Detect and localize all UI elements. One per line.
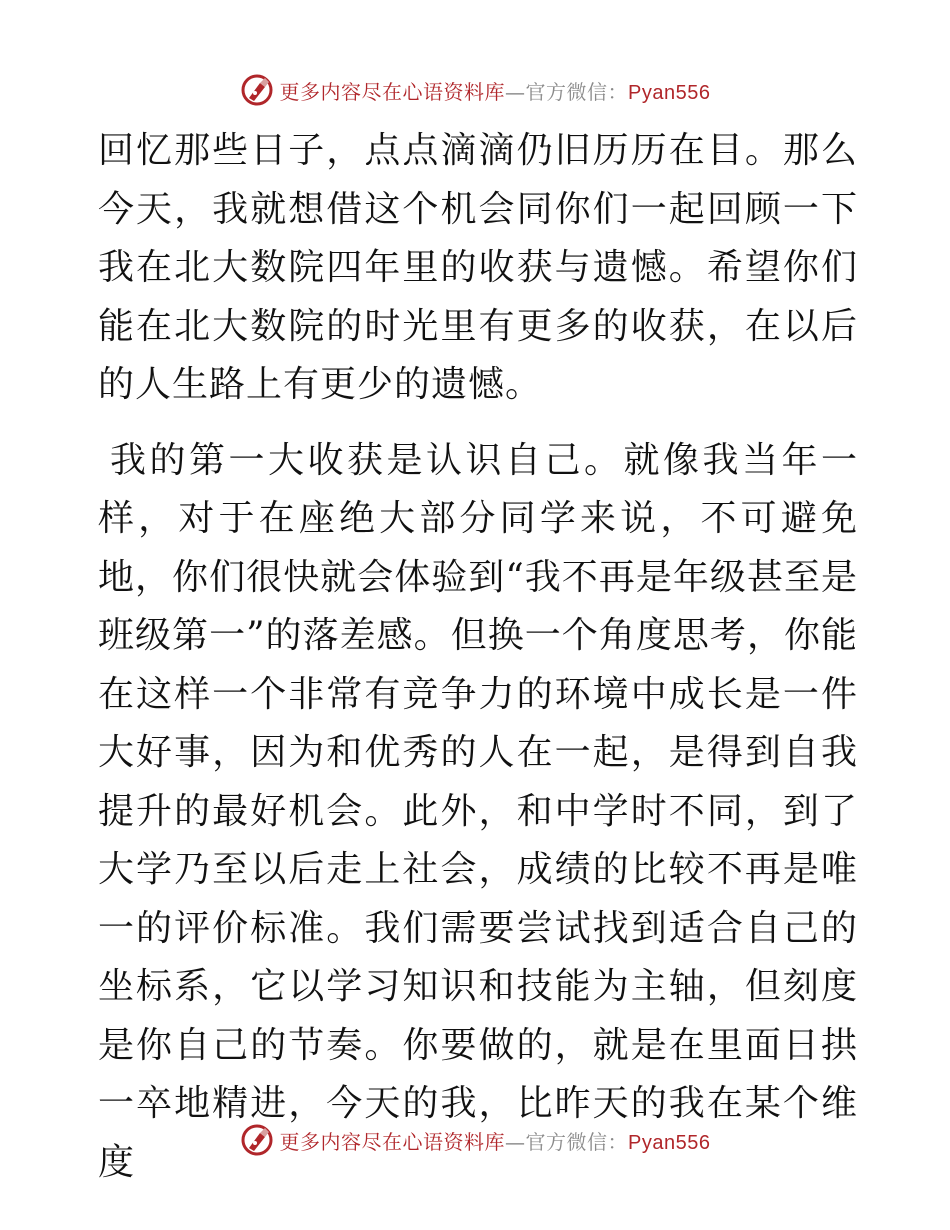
banner-wechat-label: 官方微信： [525,79,629,104]
banner-dash: — [505,79,526,104]
banner-wechat-id: Pyan556 [628,81,711,104]
banner-title: 更多内容尽在心语资料库 [279,1129,506,1154]
banner-title: 更多内容尽在心语资料库 [279,79,506,104]
banner-text [280,76,711,105]
paragraph: 回忆那些日子，点点滴滴仍旧历历在目。那么今天，我就想借这个机会同你们一起回顾一下我在北大数院四年里的收获与遗憾。希望你们能在北大数院的时光里有更多的收获，在以后的人生路上有更少的遗憾。 [98,130,858,405]
banner-text [280,1126,711,1155]
header-banner [0,70,950,110]
pen-nib-logo-icon [240,73,274,107]
footer-banner [0,1120,950,1160]
document-body [98,122,858,1192]
banner-wechat-label: 官方微信： [525,1129,629,1154]
pen-nib-logo-icon [240,1123,274,1157]
banner-wechat-id: Pyan556 [628,1131,711,1154]
banner-dash: — [505,1129,526,1154]
paragraph: 我的第一大收获是认识自己。就像我当年一样，对于在座绝大部分同学来说，不可避免地，你们很快就会体验到“我不再是年级甚至是班级第一”的落差感。但换一个角度思考，你能在这样一个非常有竞争力的环境中成长是一件大好事，因为和优秀的人在一起，是得到自我提升的最好机会。此外，和中学时不同，到了大学乃至以后走上社会，成绩的比较不再是唯一的评价标准。我们需要尝试找到适合自己的坐标系，它以学习知识和技能为主轴，但刻度是你自己的节奏。你要做的，就是在里面日拱一卒地精进，今天的我，比昨天的我在某个维度 [98,439,858,1183]
